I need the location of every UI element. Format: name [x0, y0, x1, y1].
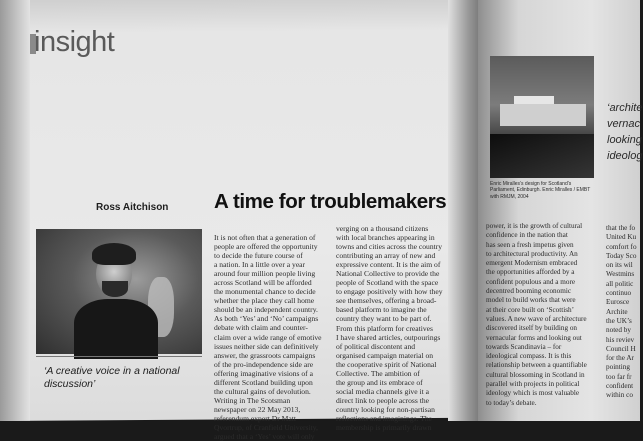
- column-line: different Scotland building upon: [214, 377, 313, 387]
- column-line: with local branches appearing in: [336, 233, 435, 243]
- column-line: social media channels give it a: [336, 386, 429, 396]
- column-line: offering imaginative visions of a: [214, 368, 313, 378]
- column-line: confidence in the nation that: [486, 231, 568, 240]
- column-line: for the Ar: [606, 354, 634, 363]
- column-line: issues neither side can definitively: [214, 341, 319, 351]
- section-title: insight: [34, 26, 115, 58]
- column-line: a nation. In a little over a year: [214, 260, 306, 270]
- column-line: claim over a wide range of emotive: [214, 332, 322, 342]
- column-line: to decide the future course of: [214, 251, 303, 261]
- column-line: comfort fo: [606, 242, 637, 251]
- column-line: country looking for non-partisan: [336, 404, 435, 414]
- column-line: the group and its embrace of: [336, 377, 423, 387]
- column-line: that the fo: [606, 224, 636, 232]
- pull-quote: ‘A creative voice in a national discussion’: [44, 365, 180, 390]
- column-line: has seen a fresh impetus given: [486, 240, 574, 249]
- pull-quote-line: vernac: [607, 118, 641, 130]
- column-line: reflections and imaginings. The: [336, 413, 433, 423]
- column-line: Archite: [606, 307, 628, 316]
- column-line: see themselves, offering a broad-: [336, 296, 437, 306]
- column-line: cultural blossoming in Scotland in: [486, 370, 585, 379]
- column-line: confident populous and a more: [486, 277, 576, 286]
- column-line: on its wil: [606, 261, 633, 270]
- column-line: the monumental chance to decide: [214, 287, 316, 297]
- column-line: within co: [606, 391, 633, 400]
- column-line: Writing in The Scotsman: [214, 395, 291, 405]
- column-line: model to build works that were: [486, 296, 576, 305]
- photo-reflecting-pool: [490, 134, 594, 178]
- column-line: towns and cities across the country: [336, 242, 443, 252]
- body-column-1: [214, 233, 334, 441]
- portrait-body: [74, 299, 158, 359]
- column-line: his reviev: [606, 335, 635, 344]
- column-line: the opportunities afforded by a: [486, 268, 575, 277]
- column-line: confident: [606, 382, 634, 391]
- column-line: towards Scandinavia – for: [486, 342, 562, 351]
- column-line: whether the place they call home: [214, 296, 315, 306]
- column-line: referendum expert Dr Matt: [214, 413, 297, 423]
- photo-caption: Enric Miralles’s design for Scotland’s Parliament, Edinburgh. Enric Miralles / EMBT with RMJM, 2004: [490, 181, 591, 200]
- pull-quote-line: ideolog: [607, 150, 643, 162]
- column-line: decentred booming economic: [486, 287, 572, 296]
- column-line: of the pro-independence side are: [214, 359, 314, 369]
- portrait-beard: [102, 281, 128, 297]
- column-line: values. A new wave of architecture: [486, 314, 587, 323]
- pull-quote-rule: [36, 356, 202, 357]
- column-line: power, it is the growth of cultural: [486, 222, 583, 230]
- column-line: the cooperative spirit of National: [336, 359, 437, 369]
- column-line: to engage positively with how they: [336, 287, 443, 297]
- column-line: people are offered the opportunity: [214, 242, 318, 252]
- column-line: verging on a thousand citizens: [336, 224, 429, 233]
- column-line: newspaper on 22 May 2013,: [214, 404, 301, 414]
- column-line: Eurosce: [606, 298, 630, 307]
- column-line: argued that a ‘Yes’ vote will only: [214, 432, 315, 441]
- column-line: From this platform for creatives: [336, 323, 434, 333]
- column-line: I have shared articles, outpourings: [336, 332, 441, 342]
- column-line: It is not often that a generation of: [214, 233, 316, 242]
- pull-quote-line: looking: [607, 134, 642, 146]
- column-line: to architectural productivity. An: [486, 249, 578, 258]
- column-line: across Scotland will be afforded: [214, 278, 312, 288]
- column-line: to today’s debate.: [486, 398, 537, 407]
- portrait-hair: [92, 243, 136, 265]
- parliament-photo: [490, 56, 594, 178]
- column-line: Today Sco: [606, 251, 637, 260]
- column-line: Qvortrup, of Cranfield University,: [214, 422, 318, 432]
- column-line: expressive content. It is the aim of: [336, 260, 441, 270]
- column-line: noted by: [606, 326, 631, 335]
- column-line: direct link to people across the: [336, 395, 429, 405]
- column-line: relationship between a quantifiable: [486, 361, 587, 370]
- column-line: the UK’s: [606, 316, 632, 325]
- right-body-column-1: [486, 222, 598, 408]
- column-line: contributing an array of new and: [336, 251, 436, 261]
- column-line: United Ku: [606, 233, 637, 242]
- article-headline: A time for troublemakers: [214, 190, 447, 213]
- right-body-column-2: [606, 224, 640, 401]
- column-line: membership is primarily drawn: [336, 423, 432, 433]
- column-line: the cultural gains of devolution.: [214, 386, 311, 396]
- body-column-2: [336, 224, 462, 432]
- column-line: ideology which is most valuable: [486, 389, 580, 398]
- column-line: too far fr: [606, 372, 632, 381]
- column-line: based platform to imagine the: [336, 305, 427, 315]
- column-line: country they want to be part of.: [336, 314, 432, 324]
- column-line: ideological compass. It is this: [486, 352, 572, 361]
- column-line: should be an independent country.: [214, 305, 318, 315]
- column-line: continuo: [606, 289, 632, 298]
- author-name: Ross Aitchison: [96, 202, 169, 213]
- column-line: vernacular forms and looking out: [486, 333, 582, 342]
- column-line: National Collective to provide the: [336, 269, 440, 279]
- column-line: Westmins: [606, 270, 635, 279]
- author-portrait-photo: [36, 229, 202, 354]
- column-line: pointing: [606, 363, 630, 372]
- column-line: emergent Modernism embraced: [486, 259, 578, 268]
- column-line: discovered itself by building on: [486, 324, 578, 333]
- column-line: parallel with projects in political: [486, 380, 580, 389]
- column-line: debate with claim and counter-: [214, 323, 308, 333]
- column-line: organised campaign material on: [336, 350, 434, 360]
- photo-building: [500, 104, 586, 126]
- pull-quote-line: ‘archite: [607, 102, 643, 114]
- right-pull-quote: [607, 100, 643, 164]
- column-line: at their core built on ‘Scottish’: [486, 305, 575, 314]
- column-line: of political discontent and: [336, 341, 416, 351]
- column-line: As both ‘Yes’ and ‘No’ campaigns: [214, 314, 319, 324]
- column-line: all politic: [606, 279, 634, 288]
- column-line: around four million people living: [214, 269, 316, 279]
- column-line: answer, the grassroots campaigns: [214, 350, 316, 360]
- column-line: Council H: [606, 344, 636, 353]
- column-line: Collective. The ambition of: [336, 368, 420, 378]
- column-line: people of Scotland with the space: [336, 278, 439, 288]
